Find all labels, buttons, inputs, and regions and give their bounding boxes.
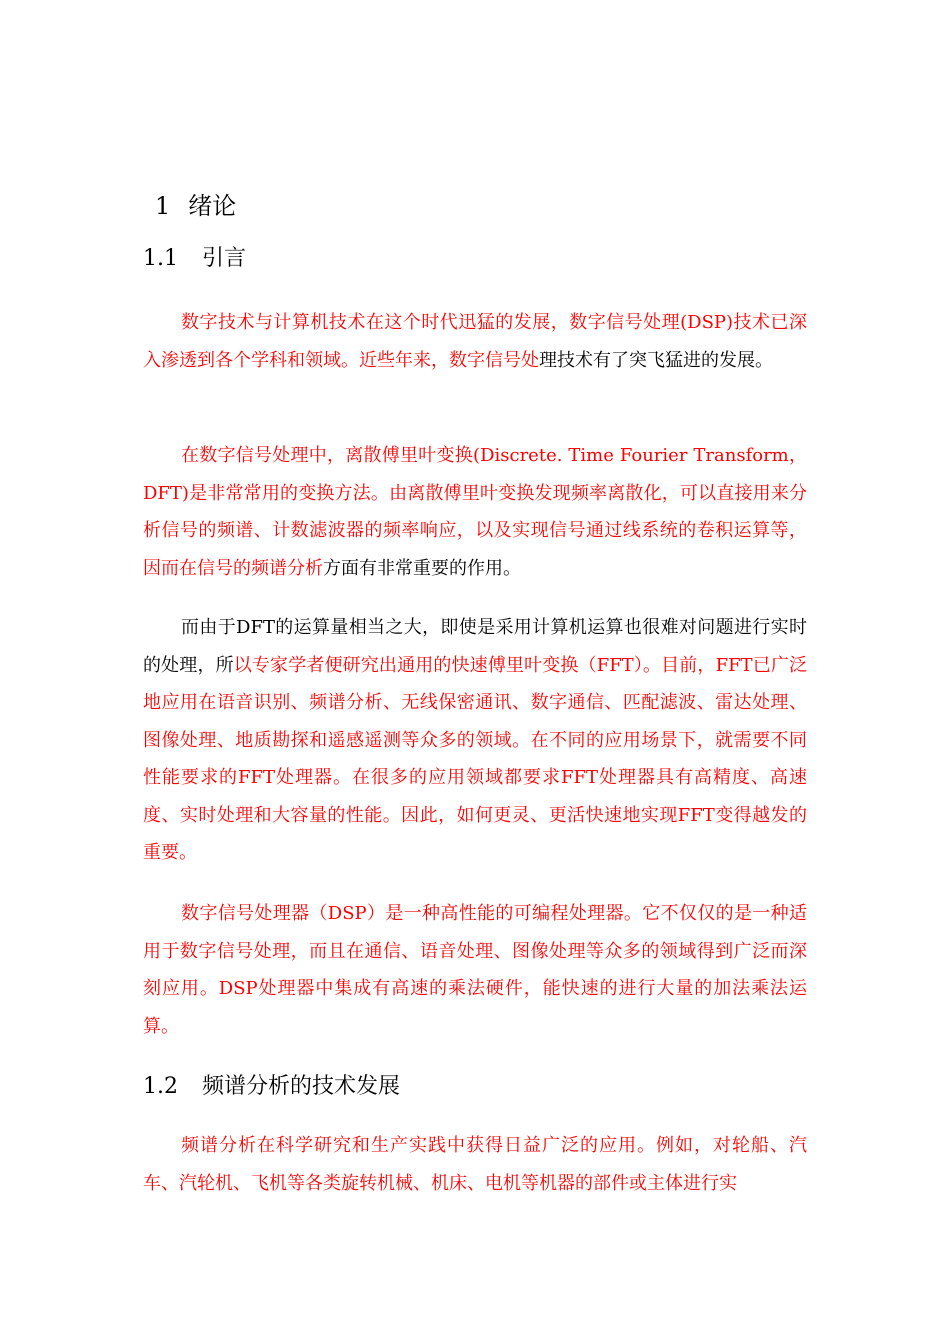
- section-heading-1-1: [143, 242, 246, 276]
- paragraph-dsp-intro: [143, 304, 807, 379]
- highlighted-text: 频谱分析在科学研究和生产实践中获得日益广泛的应用。例如，对轮船、汽车、汽轮机、飞机等各类旋转机械、机床、电机等机器的部件或主体进行实: [143, 1135, 807, 1194]
- plain-text: 而由于DFT的运算量相当之大，即使是采用计算机运算也很难对问题进行实时的处理，所: [143, 617, 807, 676]
- chapter-heading: [155, 188, 236, 224]
- chapter-title: 绪论: [188, 192, 237, 220]
- plain-text: 方面有非常重要的作用。: [323, 557, 521, 579]
- highlighted-text: 数字信号处理器（DSP）是一种高性能的可编程处理器。它不仅仅的是一种适用于数字信号处理，而且在通信、语音处理、图像处理等众多的领域得到广泛而深刻应用。DSP处理器中集成有高速的乘法硬件，能快速的进行大量的加法乘法运算。: [143, 903, 807, 1037]
- highlighted-text: 数字技术与计算机技术在这个时代迅猛的发展，数字信号处理(DSP)技术已深入渗透到各个学科和领域。近些年来，数字信号处: [143, 312, 807, 371]
- section-heading-1-2: [143, 1070, 400, 1104]
- paragraph-spectrum-analysis: [143, 1127, 807, 1202]
- paragraph-fft: [143, 609, 807, 872]
- section-number: 1.1: [143, 246, 178, 271]
- section-title: 引言: [202, 246, 247, 271]
- highlighted-text: 在数字信号处理中，离散傅里叶变换(Discrete. Time Fourier Transform，DFT)是非常常用的变换方法。由离散傅里叶变换发现频率离散化，可以直接用来分析信号的频谱、计数滤波器的频率响应，以及实现信号通过线系统的卷积运算等，因而在信号的频谱分析: [143, 445, 807, 579]
- paragraph-dft: [143, 437, 807, 587]
- section-title: 频谱分析的技术发展: [202, 1074, 401, 1099]
- plain-text: 理技术有了突飞猛进的发展。: [539, 349, 773, 371]
- chapter-number: 1: [155, 192, 171, 220]
- highlighted-text: 以专家学者便研究出通用的快速傅里叶变换（FFT）。目前，FFT已广泛地应用在语音识别、频谱分析、无线保密通讯、数字通信、匹配滤波、雷达处理、图像处理、地质勘探和遥感遥测等众多的领域。在不同的应用场景下，就需要不同性能要求的FFT处理器。在很多的应用领域都要求FFT处理器具有高精度、高速度、实时处理和大容量的性能。因此，如何更灵、更活快速地实现FFT变得越发的重要。: [143, 654, 808, 863]
- section-number: 1.2: [143, 1074, 178, 1099]
- paragraph-dsp-processor: [143, 895, 807, 1045]
